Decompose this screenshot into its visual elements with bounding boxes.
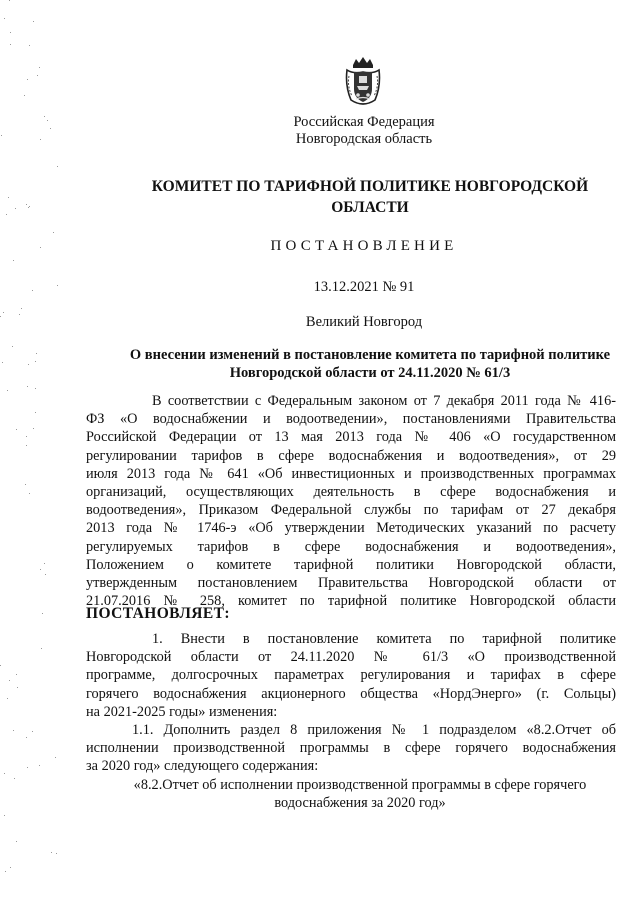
preamble-line: Положением о комитете тарифной политики Новгородской области,: [86, 556, 616, 573]
preamble-line: регулируемых тарифов в сфере водоснабжения и водоотведения»,: [86, 538, 616, 555]
region-name: Новгородская область: [295, 131, 433, 147]
scan-speck: [0, 665, 1, 666]
scan-speck: [5, 871, 6, 872]
scan-speck: [39, 67, 40, 68]
scan-speck: [29, 206, 30, 207]
scan-speck: [3, 312, 4, 313]
preamble-line: ФЗ «О водоснабжении и водоотведении», постановлениями Правительства: [86, 411, 616, 428]
scan-speck: [14, 778, 15, 779]
scan-speck: [9, 0, 10, 1]
resolves-heading: ПОСТАНОВЛЯЕТ:: [86, 605, 230, 622]
scan-speck: [51, 852, 52, 853]
scan-speck: [32, 290, 33, 291]
scan-speck: [29, 45, 30, 46]
scan-speck: [33, 428, 34, 429]
scan-speck: [13, 260, 14, 261]
preamble-paragraph: [86, 392, 616, 610]
scan-speck: [35, 388, 36, 389]
preamble-line: водоотведения», Приказом Федеральной службы по тарифам от 27 декабря: [86, 502, 616, 519]
scan-speck: [28, 207, 29, 208]
scan-speck: [42, 613, 43, 614]
scan-speck: [40, 247, 41, 248]
scan-speck: [37, 75, 38, 76]
item-1-1-paragraph: [86, 721, 616, 776]
preamble-line: В соответствии с Федеральным законом от 7 декабря 2011 года № 416-: [152, 393, 616, 409]
item-1-line: программе, долгосрочных параметрах регулирования и тарифах в сфере: [86, 667, 616, 684]
scan-speck: [40, 139, 41, 140]
scan-speck: [26, 204, 27, 205]
scan-speck: [0, 316, 1, 317]
scan-speck: [12, 346, 13, 347]
scan-speck: [39, 765, 40, 766]
item-1-1-line: 1.1. Дополнить раздел 8 приложения № 1 подразделом «8.2.Отчет об: [132, 722, 616, 738]
item-1-line: на 2021-2025 годы» изменения:: [86, 703, 278, 720]
scan-speck: [2, 362, 3, 363]
preamble-line: организаций, осуществляющих деятельность в сфере водоснабжения и: [86, 483, 616, 500]
scan-speck: [44, 563, 45, 564]
document-subject: [100, 346, 640, 382]
scan-speck: [9, 680, 10, 681]
scan-speck: [21, 308, 22, 309]
item-1-paragraph: [86, 630, 616, 721]
scan-speck: [24, 95, 25, 96]
scan-speck: [26, 436, 27, 437]
scan-speck: [25, 484, 26, 485]
scan-speck: [35, 361, 36, 362]
quoted-title-line1: «8.2.Отчет об исполнении производственной программы в сфере горячего: [133, 777, 587, 793]
scan-speck: [7, 698, 8, 699]
subject-line2: Новгородской области от 24.11.2020 № 61/3: [229, 365, 511, 381]
scan-speck: [45, 574, 46, 575]
scan-speck: [13, 730, 14, 731]
scan-speck: [27, 386, 28, 387]
scan-speck: [7, 390, 8, 391]
scan-speck: [6, 214, 7, 215]
scan-speck: [50, 128, 51, 129]
scan-speck: [10, 32, 11, 33]
scan-speck: [1, 135, 2, 136]
coat-of-arms-emblem: [343, 56, 383, 108]
document-city: Великий Новгород: [305, 314, 423, 330]
scan-speck: [4, 815, 5, 816]
scan-speck: [32, 731, 33, 732]
scan-speck: [55, 757, 56, 758]
scan-speck: [57, 285, 58, 286]
preamble-line: утвержденным постановлением Правительства Новгородской области от: [86, 574, 616, 591]
scan-speck: [4, 773, 5, 774]
quoted-subsection-title: [100, 776, 620, 812]
scan-speck: [4, 18, 5, 19]
scan-speck: [53, 232, 54, 233]
preamble-line: Российской Федерации от 13 мая 2013 года № 406 «О государственном: [86, 429, 616, 446]
scan-speck: [10, 867, 11, 868]
country-name: Российская Федерация: [293, 114, 435, 130]
item-1-line: горячего водоснабжения акционерного общества «НордЭнерго» (г. Сольцы): [86, 685, 616, 702]
scan-speck: [47, 120, 48, 121]
scan-speck: [28, 364, 29, 365]
scan-speck: [16, 841, 17, 842]
preamble-line: 2013 года № 1746-э «Об утверждении Методических указаний по расчету: [86, 520, 616, 537]
scan-speck: [10, 44, 11, 45]
document-type: ПОСТАНОВЛЕНИЕ: [270, 238, 458, 254]
scan-speck: [26, 737, 27, 738]
scan-speck: [26, 445, 27, 446]
scan-speck: [19, 314, 20, 315]
subject-line1: О внесении изменений в постановление комитета по тарифной политике: [129, 347, 611, 363]
scan-speck: [41, 648, 42, 649]
committee-title-line1: КОМИТЕТ ПО ТАРИФНОЙ ПОЛИТИКЕ НОВГОРОДСКОЙ: [151, 178, 589, 195]
preamble-line: июля 2013 года № 641 «Об инвестиционных и производственных программах: [86, 465, 616, 482]
scan-speck: [17, 687, 18, 688]
scan-speck: [35, 412, 36, 413]
scan-speck: [16, 674, 17, 675]
preamble-line: регулировании тарифов в сфере водоснабжения и водоотведения», от 29: [86, 447, 616, 464]
item-1-line: Новгородской области от 24.11.2020 № 61/3 «О производственной: [86, 649, 616, 666]
scan-speck: [56, 853, 57, 854]
committee-title-line2: ОБЛАСТИ: [331, 199, 409, 216]
scan-speck: [15, 208, 16, 209]
scan-speck: [44, 116, 45, 117]
item-1-1-line: за 2020 год» следующего содержания:: [86, 758, 319, 775]
item-1-line: 1. Внести в постановление комитета по тарифной политике: [152, 631, 616, 647]
document-date-number: 13.12.2021 № 91: [313, 279, 415, 295]
scan-speck: [16, 429, 17, 430]
scan-speck: [27, 79, 28, 80]
quoted-title-line2: водоснабжения за 2020 год»: [274, 795, 446, 812]
preamble-line: 21.07.2016 № 258, комитет по тарифной политике Новгородской области: [86, 593, 616, 610]
scan-speck: [33, 21, 34, 22]
scan-speck: [40, 569, 41, 570]
scan-speck: [29, 493, 30, 494]
item-1-1-line: исполнении производственной программы в сфере горячего водоснабжения: [86, 740, 616, 757]
scan-speck: [8, 197, 9, 198]
scan-speck: [36, 353, 37, 354]
scan-speck: [27, 767, 28, 768]
committee-title: [120, 176, 620, 218]
scan-speck: [57, 166, 58, 167]
